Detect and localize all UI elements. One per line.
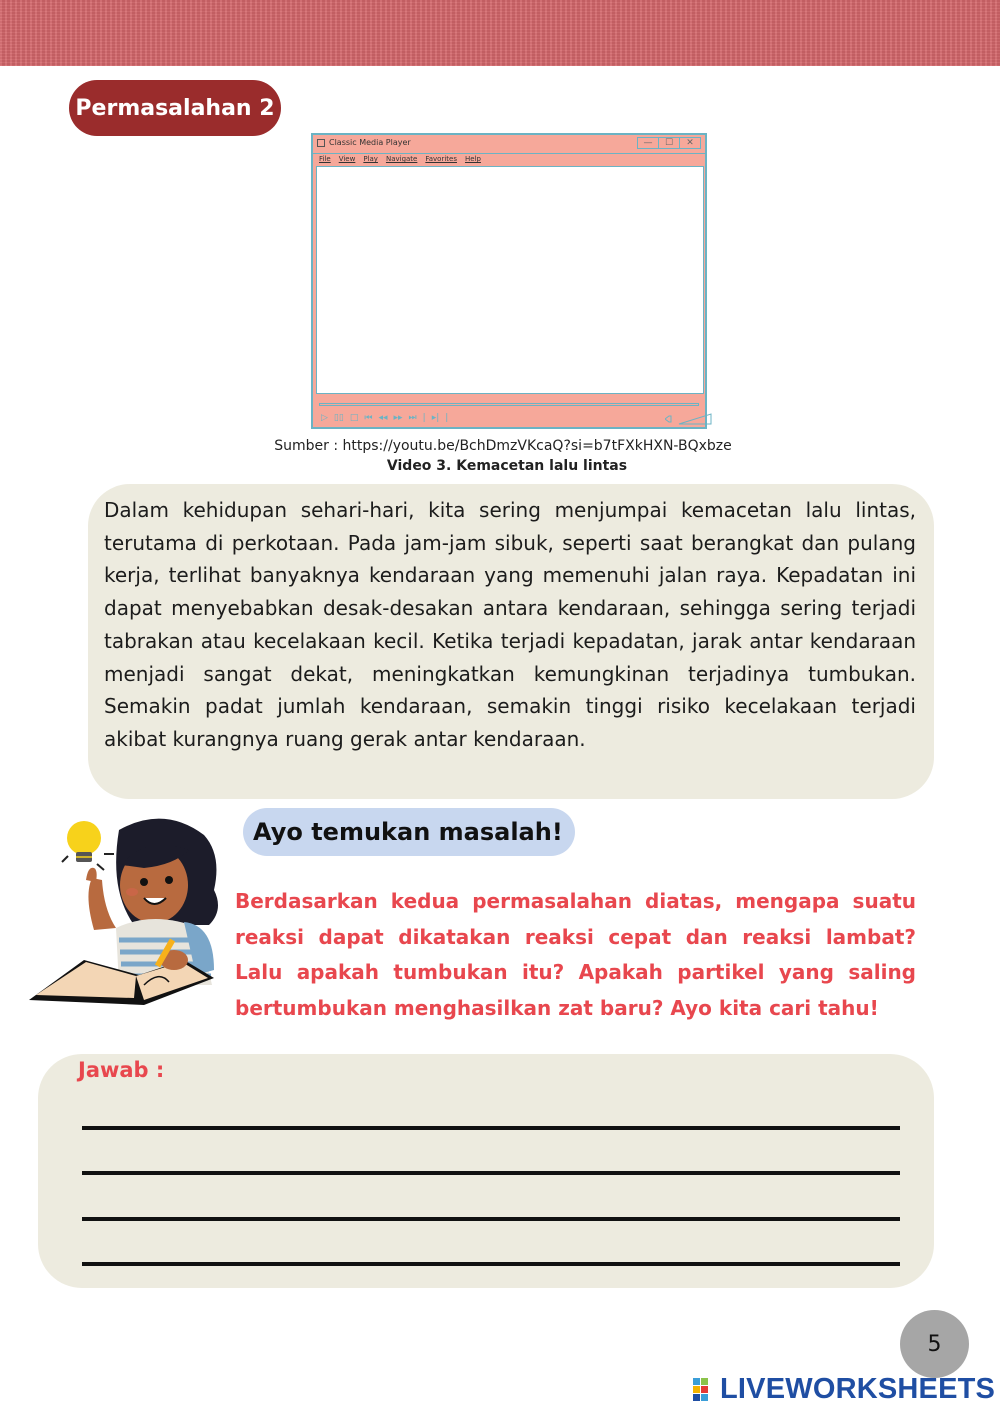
section-badge-label: Permasalahan 2: [75, 95, 275, 121]
video-player[interactable]: [311, 133, 707, 429]
fast-forward-icon[interactable]: ▸▸: [393, 413, 403, 423]
control-divider: |: [422, 413, 426, 423]
menu-help[interactable]: Help: [464, 155, 481, 163]
answer-line-3[interactable]: [82, 1217, 900, 1221]
video-caption: Video 3. Kemacetan lalu lintas: [386, 458, 628, 474]
video-screen[interactable]: [316, 166, 704, 394]
liveworksheets-logo-icon: [692, 1376, 718, 1402]
menu-file[interactable]: File: [319, 155, 331, 163]
page-number: [900, 1310, 969, 1378]
story-text: Dalam kehidupan sehari-hari, kita sering menjumpai kemacetan lalu lintas, terutama di perkotaan. Pada jam-jam sibuk, seperti saat berangkat dan pulang kerja, terlihat banyaknya kendaraan yang memenuhi jalan raya. Kepadatan ini dapat menyebabkan desak-desakan antara kendaraan, sehingga sering terjadi tabrakan atau kecelakaan kecil. Ketika terjadi kepadatan, jarak antar kendaraan menjadi sangat dekat, meningkatkan kemungkinan terjadinya tumbukan. Semakin padat jumlah kendaraan, semakin tinggi risiko kecelakaan terjadi akibat kurangnya ruang gerak antar kendaraan.: [104, 498, 916, 751]
maximize-icon[interactable]: ☐: [658, 137, 680, 149]
player-app-icon: [317, 139, 325, 147]
volume-control[interactable]: [665, 413, 699, 423]
student-illustration: [24, 810, 224, 1010]
menu-play[interactable]: Play: [363, 155, 378, 163]
volume-icon: [665, 413, 713, 425]
skip-back-icon[interactable]: ⏮: [364, 413, 373, 423]
player-menu: [319, 155, 481, 163]
skip-forward-icon[interactable]: ⏭: [408, 413, 417, 423]
question-text: Berdasarkan kedua permasalahan diatas, mengapa suatu reaksi dapat dikatakan reaksi cepat dan reaksi lambat? Lalu apakah tumbukan itu? Apakah partikel yang saling bertumbukan menghasilkan zat baru? Ayo kita cari tahu!: [235, 889, 916, 1020]
step-icon[interactable]: ▸|: [431, 413, 440, 423]
control-divider-2: |: [445, 413, 449, 423]
pause-icon[interactable]: ▯▯: [333, 413, 344, 423]
answer-label: Jawab :: [78, 1058, 165, 1082]
player-controls: [321, 413, 448, 423]
play-icon[interactable]: ▷: [321, 413, 328, 423]
rewind-icon[interactable]: ◂◂: [378, 413, 388, 423]
page-number-label: 5: [927, 1331, 942, 1357]
window-buttons: [638, 137, 701, 149]
player-title: Classic Media Player: [329, 138, 411, 147]
player-titlebar: [313, 135, 705, 154]
video-source: Sumber : https://youtu.be/BchDmzVKcaQ?si=b7tFXkHXN-BQxbze: [274, 438, 732, 454]
menu-view[interactable]: View: [338, 155, 356, 163]
menu-favorites[interactable]: Favorites: [425, 155, 457, 163]
story-box: [88, 484, 934, 799]
problem-title: Ayo temukan masalah!: [253, 818, 563, 846]
problem-title-pill: [243, 808, 575, 856]
section-badge: [69, 80, 281, 136]
close-icon[interactable]: ✕: [679, 137, 701, 149]
stop-icon[interactable]: □: [349, 413, 359, 423]
minimize-icon[interactable]: —: [637, 137, 659, 149]
top-banner: [0, 0, 1000, 66]
brand-name: LIVEWORKSHEETS: [720, 1372, 996, 1405]
brand-logo: [692, 1372, 995, 1406]
seek-bar[interactable]: [319, 403, 699, 406]
answer-line-2[interactable]: [82, 1171, 900, 1175]
answer-line-1[interactable]: [82, 1126, 900, 1130]
answer-line-4[interactable]: [82, 1262, 900, 1266]
lightbulb-icon: [62, 821, 114, 870]
menu-navigate[interactable]: Navigate: [385, 155, 418, 163]
